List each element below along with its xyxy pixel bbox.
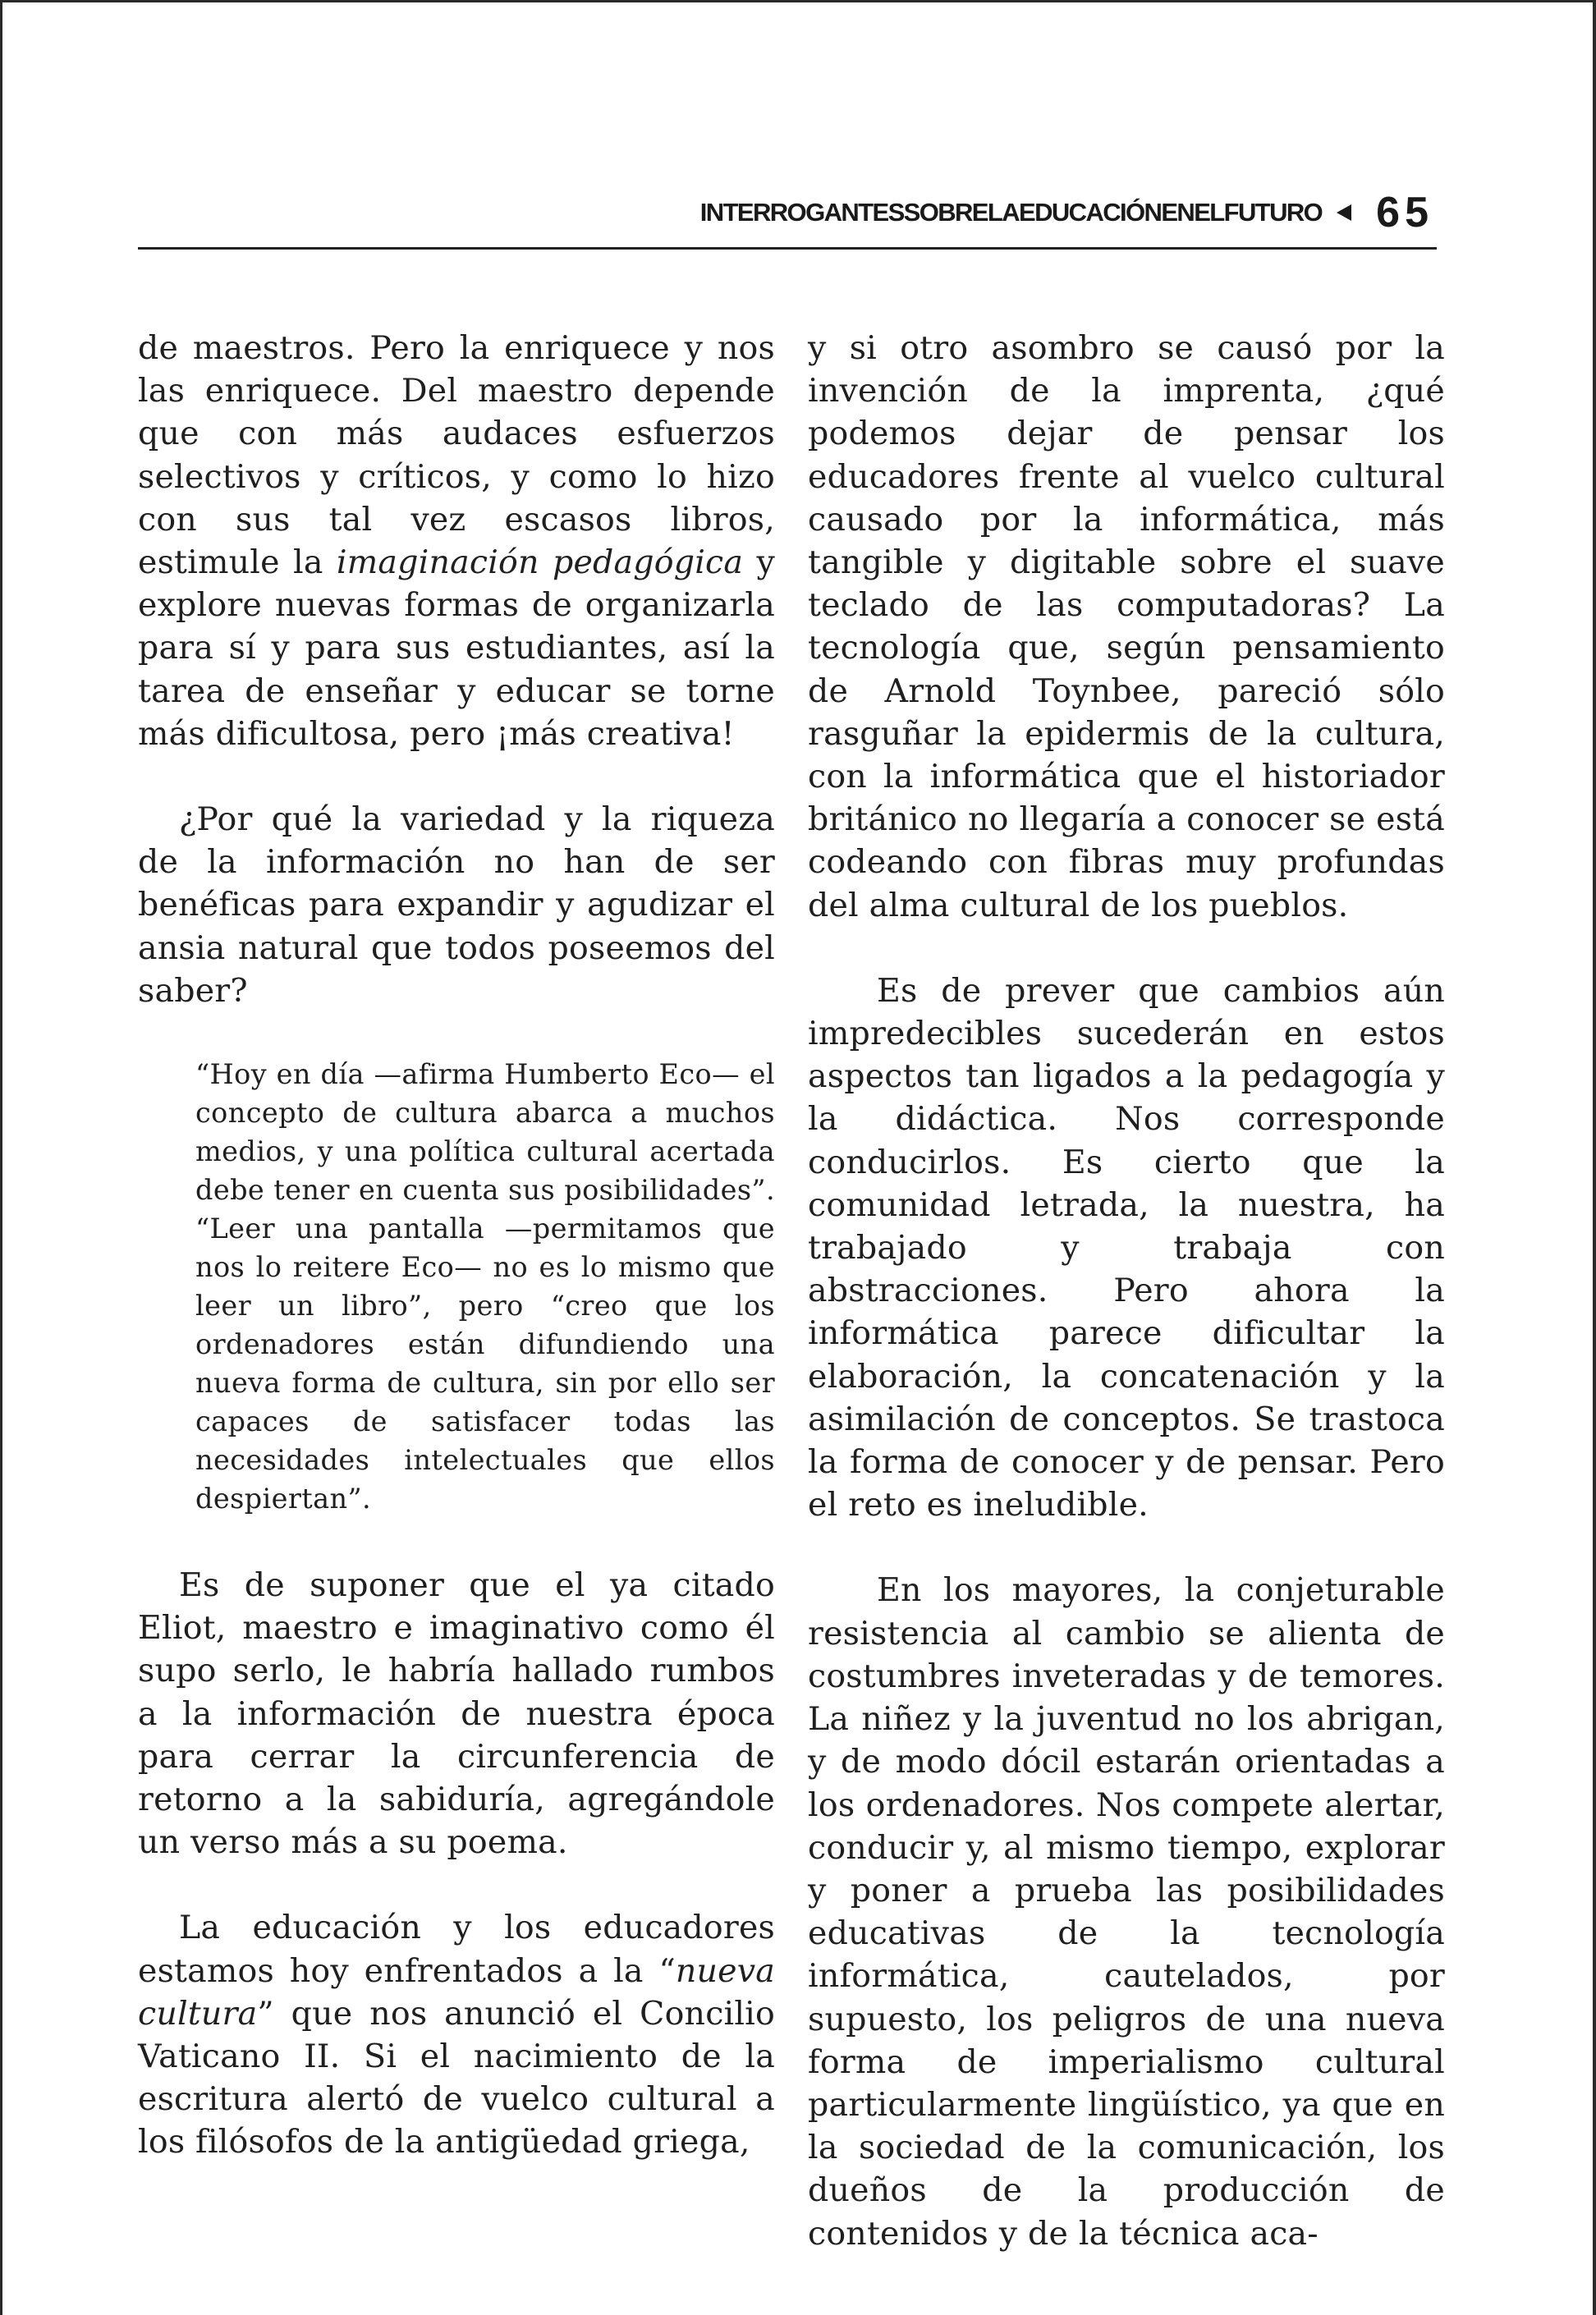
block-quote: “Hoy en día —afirma Humberto Eco— el concepto de cultura abarca a muchos medios, y una política cultural acertada debe tener en cuenta sus posibilidades”. “Leer una pantalla —permitamos que nos lo reitere Eco— no es lo mismo que leer un libro”, pero “creo que los ordenadores están difundiendo una nueva forma de cultura, sin por ello ser capaces de satisfacer todas las necesidades intelectuales que ellos despiertan”. [195, 1058, 775, 1515]
emphasis: imaginación pedagógica [336, 543, 744, 582]
right-column [808, 327, 1445, 2255]
page-edge-left [0, 0, 2, 2315]
paragraph: Es de suponer que el ya citado Eliot, maestro e imaginativo como él supo serlo, le habría hallado rumbos a la información de nuestra época para cerrar la circunferencia de retorno a la sabiduría, agregándole un verso más a su poema. [138, 1566, 775, 1862]
paragraph: En los mayores, la conjeturable resistencia al cambio se alienta de costumbres inveteradas y de temores. La niñez y la juventud no los abrigan, y de modo dócil estarán orientadas a los ordenadores. Nos compete alertar, conducir y, al mismo tiempo, explorar y poner a prueba las posibilidades educativas de la tecnología informática, cautelados, por supuesto, los peligros de una nueva forma de imperialismo cultural particularmente lingüístico, ya que en la sociedad de la comunicación, los dueños de la producción de contenidos y de la técnica aca- [808, 1571, 1445, 2253]
paragraph: La educación y los educadores estamos hoy enfrentados a la “nueva cultura” que nos anunció el Concilio Vaticano II. Si el nacimiento de la escritura alertó de vuelco cultural a los filósofos de la antigüedad griega, [138, 1909, 775, 2161]
running-title: INTERROGANTESSOBRELAEDUCACIÓNENELFUTURO [699, 197, 1323, 227]
paragraph: ¿Por qué la variedad y la riqueza de la información no han de ser benéficas para expandir y agudizar el ansia natural que todos poseemos del saber? [138, 800, 775, 1010]
paragraph: y si otro asombro se causó por la invención de la imprenta, ¿qué podemos dejar de pensar los educadores frente al vuelco cultural causado por la informática, más tangible y digitable sobre el suave teclado de las computadoras? La tecnología que, según pensamiento de Arnold Toynbee, pareció sólo rasguñar la epidermis de la cultura, con la informática que el historiador británico no llegaría a conocer se está codeando con fibras muy profundas del alma cultural de los pueblos. [808, 329, 1445, 924]
page-edge-right [1593, 0, 1596, 2315]
page-edge-top [0, 0, 1596, 2]
emphasis: nueva cultura [138, 1951, 775, 2033]
page-number: 65 [1376, 188, 1433, 236]
paragraph: de maestros. Pero la enriquece y nos las enriquece. Del maestro depende que con más audaces esfuerzos selectivos y críticos, y como lo hizo con sus tal vez escasos libros, estimule la imaginación pedagógica y explore nuevas formas de organizarla para sí y para sus estudiantes, así la tarea de enseñar y educar se torne más dificultosa, pero ¡más creativa! [138, 329, 775, 753]
running-header [138, 182, 1437, 250]
left-column [138, 327, 775, 2164]
left-arrow-icon [1337, 204, 1351, 221]
paragraph: Es de prever que cambios aún impredecibles sucederán en estos aspectos tan ligados a la pedagogía y la didáctica. Nos corresponde conducirlos. Es cierto que la comunidad letrada, la nuestra, ha trabajado y trabaja con abstracciones. Pero ahora la informática parece dificultar la elaboración, la concatenación y la asimilación de conceptos. Se trastoca la forma de conocer y de pensar. Pero el reto es ineludible. [808, 971, 1445, 1524]
